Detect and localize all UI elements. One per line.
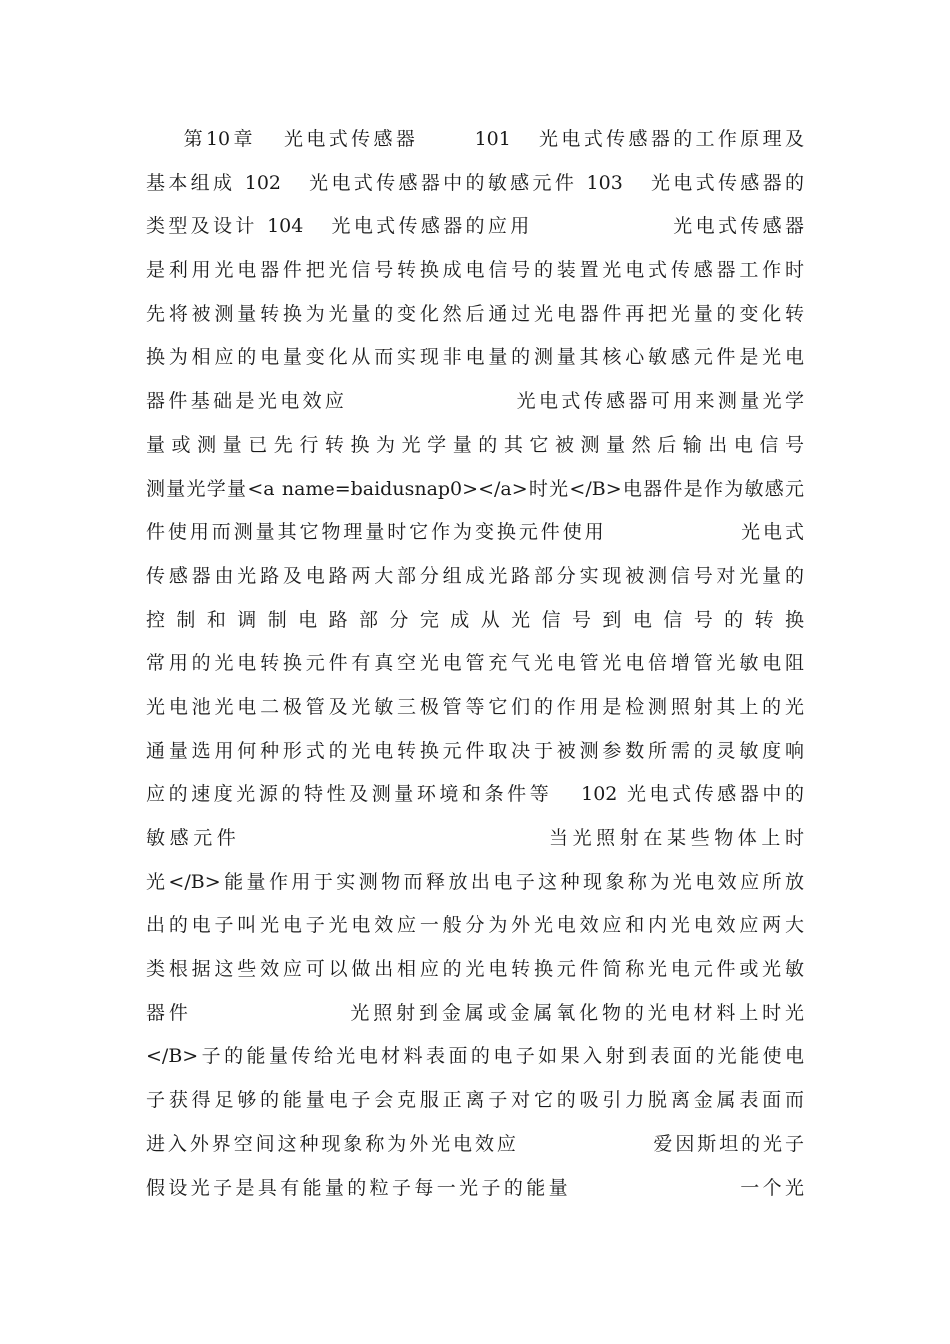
text-line: 类根据这些效应可以做出相应的光电转换元件简称光电元件或光敏	[146, 958, 804, 981]
text-line: 进入外界空间这种现象称为外光电效应 爱因斯坦的光子	[146, 1132, 804, 1155]
text-line: 测量光学量<a name=baidusnap0></a>时光</B>电器件是作为敏感元	[146, 477, 804, 500]
text-line: 光</B>能量作用于实测物而释放出电子这种现象称为光电效应所放	[146, 870, 804, 893]
text-line: 应的速度光源的特性及测量环境和条件等 102 光电式传感器中的	[146, 783, 804, 806]
text-line: 件使用而测量其它物理量时它作为变换元件使用 光电式	[146, 521, 804, 544]
text-line: 换为相应的电量变化从而实现非电量的测量其核心敏感元件是光电	[146, 346, 804, 369]
text-line: 敏感元件 当光照射在某些物体上时	[146, 827, 804, 849]
text-line: 类型及设计 104 光电式传感器的应用 光电式传感器	[146, 215, 804, 238]
body-text	[146, 118, 804, 1210]
text-line: 第10章 光电式传感器 101 光电式传感器的工作原理及	[146, 128, 804, 150]
text-line: 假设光子是具有能量的粒子每一光子的能量 一个光	[146, 1176, 804, 1199]
text-line: 器件 光照射到金属或金属氧化物的光电材料上时光	[146, 1001, 804, 1024]
text-line: 基本组成 102 光电式传感器中的敏感元件 103 光电式传感器的	[146, 171, 804, 194]
text-line: 先将被测量转换为光量的变化然后通过光电器件再把光量的变化转	[146, 302, 804, 325]
text-line: 器件基础是光电效应 光电式传感器可用来测量光学	[146, 390, 804, 413]
text-line: 出的电子叫光电子光电效应一般分为外光电效应和内光电效应两大	[146, 914, 804, 937]
text-line: 通量选用何种形式的光电转换元件取决于被测参数所需的灵敏度响	[146, 739, 804, 762]
text-line: 控制和调制电路部分完成从光信号到电信号的转换	[146, 608, 804, 631]
text-line: 量或测量已先行转换为光学量的其它被测量然后输出电信号	[146, 433, 804, 456]
text-line: 传感器由光路及电路两大部分组成光路部分实现被测信号对光量的	[146, 564, 804, 587]
text-line: 光电池光电二极管及光敏三极管等它们的作用是检测照射其上的光	[146, 695, 804, 718]
text-line: 是利用光电器件把光信号转换成电信号的装置光电式传感器工作时	[146, 259, 804, 282]
text-line: 常用的光电转换元件有真空光电管充气光电管光电倍增管光敏电阻	[146, 652, 804, 675]
text-line: </B>子的能量传给光电材料表面的电子如果入射到表面的光能使电	[146, 1045, 804, 1068]
text-line: 子获得足够的能量电子会克服正离子对它的吸引力脱离金属表面而	[146, 1089, 804, 1112]
